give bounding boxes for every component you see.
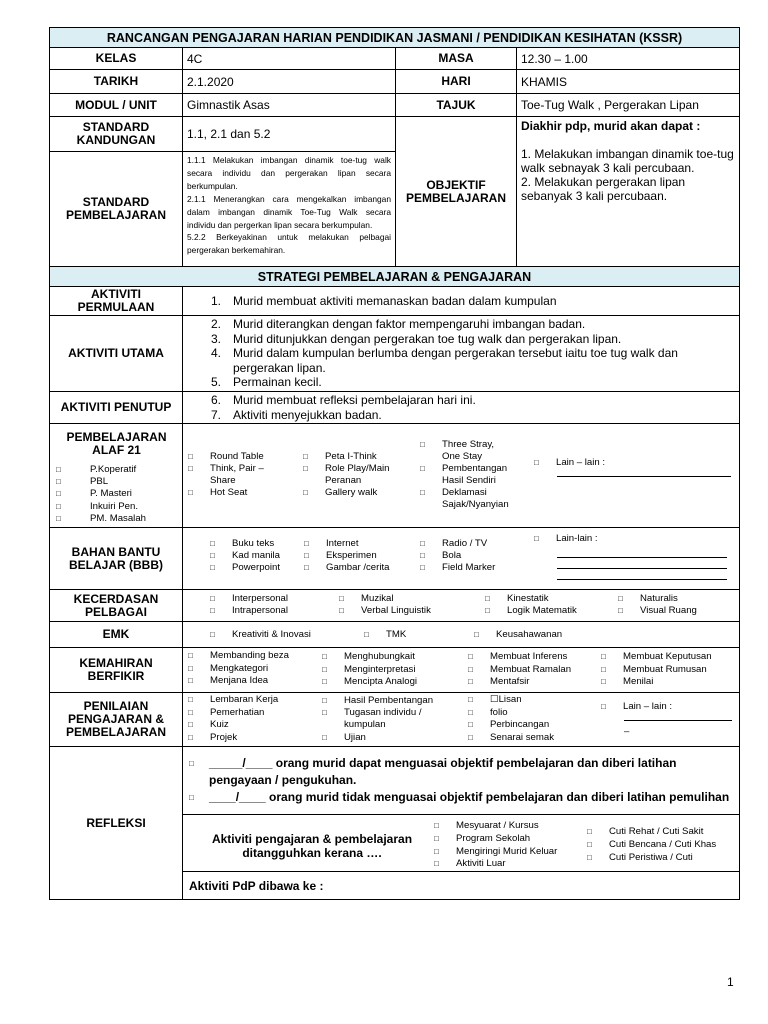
tarikh-label: TARIKH — [50, 70, 183, 94]
checkbox-icon[interactable]: □ — [587, 827, 592, 836]
aktiviti-permulaan-list — [183, 287, 740, 316]
emk-label: EMK — [50, 622, 183, 648]
checkbox-icon[interactable]: □ — [304, 563, 309, 572]
refleksi-line-2: □ ____/____ orang murid tidak menguasai objektif pembelajaran dan diberi latihan pemulihan — [189, 790, 730, 804]
checkbox-icon[interactable]: □ — [434, 847, 439, 856]
checkbox-icon[interactable]: □ — [188, 695, 193, 704]
fill-line[interactable] — [624, 720, 732, 721]
checkbox-icon[interactable]: □ — [188, 676, 193, 685]
tajuk-label: TAJUK — [396, 94, 517, 117]
fill-line[interactable] — [557, 568, 727, 569]
fill-line[interactable] — [557, 579, 727, 580]
checkbox-icon[interactable]: □ — [587, 853, 592, 862]
strategi-heading: STRATEGI PEMBELAJARAN & PENGAJARAN — [50, 267, 740, 287]
penilaian-label: PENILAIAN PENGAJARAN & PEMBELAJARAN — [50, 693, 183, 747]
checkbox-icon[interactable]: □ — [618, 606, 623, 615]
list-item: 7. Aktiviti menyejukkan badan. — [211, 407, 382, 422]
checkbox-icon[interactable]: □ — [420, 464, 425, 473]
checkbox-icon[interactable]: □ — [339, 606, 344, 615]
standard-kandungan-label: STANDARD KANDUNGAN — [50, 117, 183, 152]
checkbox-icon[interactable]: □ — [364, 630, 369, 639]
masa-label: MASA — [396, 48, 517, 70]
list-item: 2. Murid diterangkan dengan faktor mempengaruhi imbangan badan. — [211, 317, 586, 332]
ditangguh-label: Aktiviti pengajaran & pembelajaran ditangguhkan kerana …. — [211, 832, 413, 860]
checkbox-icon[interactable]: □ — [188, 708, 193, 717]
checkbox-icon[interactable]: □ — [322, 696, 327, 705]
checkbox-icon[interactable]: □ — [468, 677, 473, 686]
kelas-label: KELAS — [50, 48, 183, 70]
objektif-item: 1. Melakukan imbangan dinamik toe-tug walk sebnayak 3 kali percubaan. — [521, 147, 734, 175]
bbb-label: BAHAN BANTU BELAJAR (BBB) — [50, 528, 183, 590]
refleksi-label: REFLEKSI — [50, 747, 183, 900]
hari-label: HARI — [396, 70, 517, 94]
checkbox-icon[interactable]: □ — [303, 488, 308, 497]
checkbox-icon[interactable]: □ — [468, 695, 473, 704]
checkbox-icon[interactable]: □ — [322, 708, 327, 717]
aktiviti-permulaan-label: AKTIVITI PERMULAAN — [50, 287, 183, 316]
checkbox-icon[interactable]: □ — [601, 702, 606, 711]
checkbox-icon[interactable]: □ — [601, 665, 606, 674]
objektif-item: 2. Melakukan pergerakan lipan sebanyak 3 kali percubaan. — [521, 175, 686, 203]
page-number: 1 — [727, 975, 734, 989]
checkbox-icon[interactable]: □ — [189, 793, 194, 802]
checkbox-icon[interactable]: □ — [56, 465, 61, 474]
alaf21-label-cell: PEMBELAJARAN ALAF 21 □ P.Koperatif □ PBL □ P. Masteri □ Inkuiri Pen. □ PM. Masalah — [50, 424, 183, 528]
objektif-heading: Diakhir pdp, murid akan dapat : — [521, 119, 701, 133]
checkbox-icon[interactable]: □ — [322, 665, 327, 674]
lesson-plan-document — [49, 27, 739, 900]
checkbox-icon[interactable]: □ — [210, 594, 215, 603]
checkbox-icon[interactable]: □ — [322, 652, 327, 661]
checkbox-icon[interactable]: □ — [56, 514, 61, 523]
checkbox-icon[interactable]: □ — [210, 630, 215, 639]
kecerdasan-options: □ Interpersonal □ Intrapersonal □ Muzikal □ Verbal Linguistik □ Kinestatik □ Logik Matematik □ Naturalis □ Visual Ruang — [183, 590, 740, 622]
sp-item: 2.1.1 Menerangkan cara mengekalkan imbangan dalam imbangan dinamik Toe-Tug Walk secara individu dan pergerkan lipan secara berkumpulan. — [187, 193, 391, 230]
bbb-options: □ Buku teks □ Kad manila □ Powerpoint □ Internet □ Eksperimen □ Gambar /cerita □ Radio / TV □ Bola □ Field Marker □ Lain-lain : — [183, 528, 740, 590]
objektif-cell — [517, 117, 740, 267]
alaf21-label: PEMBELAJARAN ALAF 21 — [66, 430, 167, 457]
checkbox-icon[interactable]: □ — [210, 606, 215, 615]
list-item: 5. Permainan kecil. — [211, 375, 322, 390]
checkbox-icon[interactable]: □ — [468, 708, 473, 717]
standard-pembelajaran-cell — [183, 152, 396, 267]
checkbox-icon[interactable]: □ — [188, 464, 193, 473]
list-item: 6. Murid membuat refleksi pembelajaran hari ini. — [211, 393, 476, 407]
checkbox-icon[interactable]: □ — [420, 563, 425, 572]
dibawa-ke: Aktiviti PdP dibawa ke : — [183, 872, 740, 900]
modul-value: Gimnastik Asas — [183, 94, 396, 117]
checkbox-icon[interactable]: □ — [56, 489, 61, 498]
checkbox-icon[interactable]: □ — [420, 440, 425, 449]
lesson-plan-table — [49, 27, 740, 900]
checkbox-icon[interactable]: □ — [434, 859, 439, 868]
checkbox-icon[interactable]: □ — [468, 733, 473, 742]
checkbox-icon[interactable]: □ — [468, 665, 473, 674]
checkbox-icon[interactable]: □ — [485, 606, 490, 615]
checkbox-icon[interactable]: □ — [210, 563, 215, 572]
checkbox-icon[interactable]: □ — [210, 551, 215, 560]
alaf21-options: □ Round Table □ Think, Pair – Share □ Hot Seat □ Peta I-Think □ Role Play/Main Peranan □ Gallery walk □ Three Stray, One Stay □ Pembentangan Hasil Sendiri □ Deklamasi Sajak/Nyanyian □ Lain – lain : — [183, 424, 740, 528]
modul-label: MODUL / UNIT — [50, 94, 183, 117]
kelas-value: 4C — [183, 48, 396, 70]
checkbox-icon[interactable]: □ — [188, 720, 193, 729]
checkbox-icon[interactable]: □ — [474, 630, 479, 639]
checkbox-icon[interactable]: □ — [534, 534, 539, 543]
checkbox-icon[interactable]: □ — [189, 759, 194, 768]
hari-value: KHAMIS — [517, 70, 740, 94]
ditangguh-row: Aktiviti pengajaran & pembelajaran ditangguhkan kerana …. □ Mesyuarat / Kursus □ Program Sekolah □ Mengiringi Murid Keluar □ Aktiviti Luar □ Cuti Rehat / Cuti Sakit □ Cuti Bencana / Cuti Khas □ Cuti Peristiwa / Cuti — [183, 815, 740, 872]
standard-pembelajaran-label: STANDARD PEMBELAJARAN — [50, 152, 183, 267]
checkbox-icon[interactable]: □ — [485, 594, 490, 603]
checkbox-icon[interactable]: □ — [434, 834, 439, 843]
checkbox-icon[interactable]: □ — [420, 551, 425, 560]
checkbox-icon[interactable]: □ — [420, 488, 425, 497]
document-title: RANCANGAN PENGAJARAN HARIAN PENDIDIKAN JASMANI / PENDIDIKAN KESIHATAN (KSSR) — [50, 28, 740, 48]
checkbox-icon[interactable]: □ — [303, 464, 308, 473]
aktiviti-utama-list — [183, 316, 740, 392]
checkbox-icon[interactable]: □ — [322, 677, 327, 686]
checkbox-icon[interactable]: □ — [56, 502, 61, 511]
checkbox-icon[interactable]: □ — [468, 720, 473, 729]
standard-kandungan-value: 1.1, 2.1 dan 5.2 — [183, 117, 396, 152]
checkbox-icon[interactable]: □ — [420, 539, 425, 548]
objektif-label: OBJEKTIF PEMBELAJARAN — [396, 117, 517, 267]
refleksi-line-1: □ _____/____ orang murid dapat menguasai objektif pembelajaran dan diberi latihan pengayaan / pengukuhan. — [189, 756, 677, 787]
checkbox-icon[interactable]: □ — [188, 488, 193, 497]
tarikh-value: 2.1.2020 — [183, 70, 396, 94]
list-item: 1. Murid membuat aktiviti memanaskan badan dalam kumpulan — [211, 293, 557, 308]
fill-line[interactable] — [557, 557, 727, 558]
aktiviti-utama-label: AKTIVITI UTAMA — [50, 316, 183, 392]
kemahiran-label: KEMAHIRAN BERFIKIR — [50, 648, 183, 693]
refleksi-lines — [183, 747, 740, 815]
checkbox-icon[interactable]: □ — [304, 539, 309, 548]
checkbox-icon[interactable]: □ — [534, 458, 539, 467]
checkbox-icon[interactable]: □ — [210, 539, 215, 548]
checkbox-icon[interactable]: □ — [601, 652, 606, 661]
checkbox-icon[interactable]: □ — [303, 452, 308, 461]
checkbox-icon[interactable]: □ — [339, 594, 344, 603]
checkbox-icon[interactable]: □ — [304, 551, 309, 560]
checkbox-icon[interactable]: □ — [188, 452, 193, 461]
fill-line[interactable] — [557, 476, 731, 477]
aktiviti-penutup-list — [183, 392, 740, 424]
checkbox-icon[interactable]: □ — [188, 664, 193, 673]
checkbox-icon[interactable]: □ — [188, 733, 193, 742]
checkbox-icon[interactable]: □ — [601, 677, 606, 686]
sp-item: 1.1.1 Melakukan imbangan dinamik toe-tug walk secara individu dan pergerakan lipan secara berkumpulan. — [187, 155, 391, 191]
checkbox-icon[interactable]: □ — [322, 733, 327, 742]
list-item: 3. Murid ditunjukkan dengan pergerakan toe tug walk dan pergerakan lipan. — [211, 331, 622, 346]
checkbox-icon[interactable]: □ — [618, 594, 623, 603]
list-item: 4. Murid dalam kumpulan berlumba dengan pergerakan tersebut iaitu toe tug walk dan pergerakan lipan. — [211, 346, 678, 375]
checkbox-icon[interactable]: □ — [468, 652, 473, 661]
checkbox-icon[interactable]: □ — [188, 651, 193, 660]
aktiviti-penutup-label: AKTIVITI PENUTUP — [50, 392, 183, 424]
kemahiran-options: □ Membanding beza □ Mengkategori □ Menjana Idea □ Menghubungkait □ Menginterpretasi □ Mencipta Analogi □ Membuat Inferens □ Membuat Ramalan □ Mentafsir □ Membuat Keputusan □ Membuat Rumusan □ Menilai — [183, 648, 740, 693]
checkbox-icon[interactable]: □ — [434, 821, 439, 830]
kecerdasan-label: KECERDASAN PELBAGAI — [50, 590, 183, 622]
emk-options: □ Kreativiti & Inovasi □ TMK □ Keusahawanan — [183, 622, 740, 648]
checkbox-icon[interactable]: □ — [56, 477, 61, 486]
sp-item: 5.2.2 Berkeyakinan untuk melakukan pelbagai pergerakan berkemahiran. — [187, 232, 391, 256]
penilaian-options: □ Lembaran Kerja □ Pemerhatian □ Kuiz □ Projek □ Hasil Pembentangan □ Tugasan individu / kumpulan □ Ujian □ ☐Lisan □ folio □ Perbincangan □ Senarai semak □ Lain – lain : – — [183, 693, 740, 747]
checkbox-icon[interactable]: □ — [587, 840, 592, 849]
masa-value: 12.30 – 1.00 — [517, 48, 740, 70]
tajuk-value: Toe-Tug Walk , Pergerakan Lipan — [517, 94, 740, 117]
